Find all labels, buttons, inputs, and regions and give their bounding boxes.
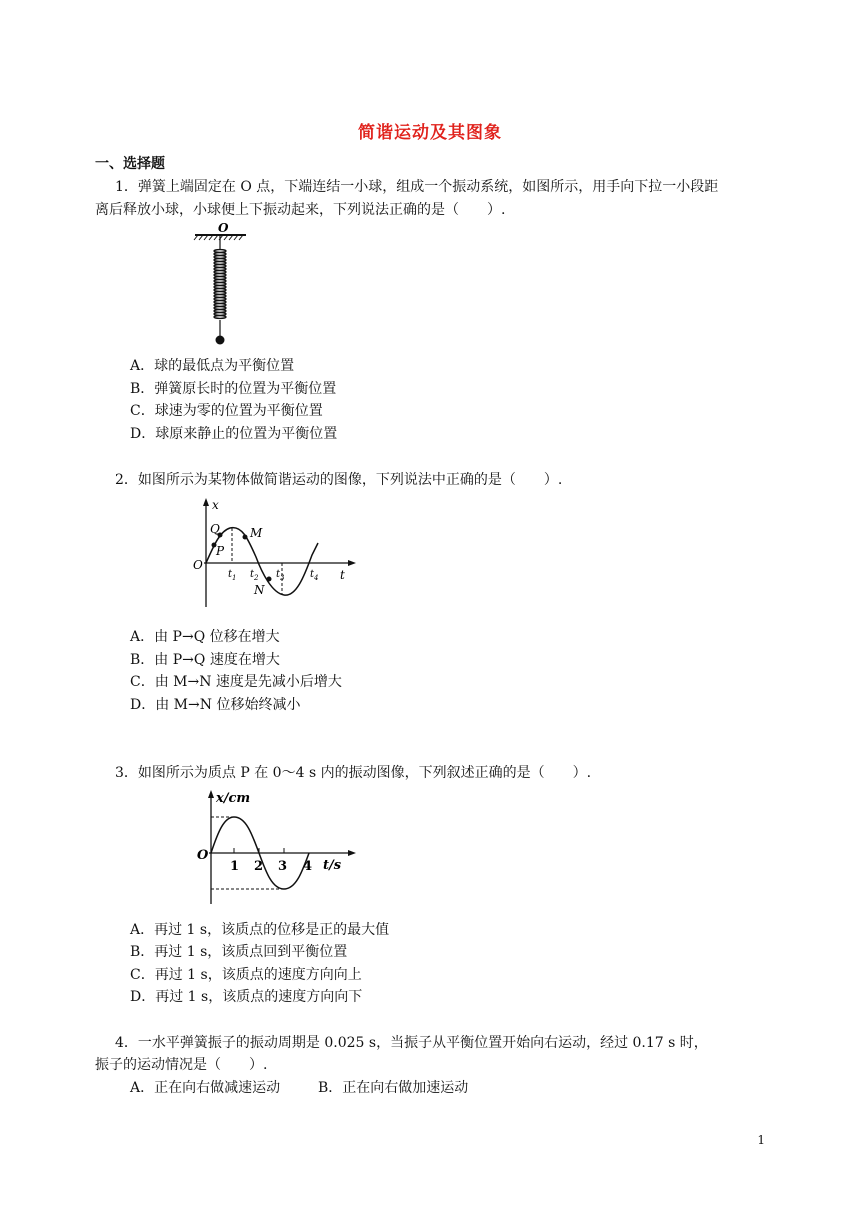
q2-point-Q: Q <box>210 522 220 536</box>
q2-option-b: B．由 P→Q 速度在增大 <box>130 652 280 668</box>
q2-tick-t3: t <box>276 569 281 580</box>
spring-coil <box>214 316 226 319</box>
q2-tick-t2: t <box>250 569 255 580</box>
q3-tick-3: 3 <box>278 859 288 874</box>
q2-point-M: M <box>250 526 263 540</box>
q1-spring-figure <box>190 220 260 348</box>
q3-option-b: B．再过 1 s，该质点回到平衡位置 <box>130 944 348 960</box>
q1-option-b: B．弹簧原长时的位置为平衡位置 <box>130 381 337 397</box>
q1-label-O: O <box>218 221 229 235</box>
q3-tick-2: 2 <box>254 859 264 874</box>
q2-point-N: N <box>254 583 265 597</box>
q2-tick-t4-sub: 4 <box>314 574 319 582</box>
q3-option-c: C．再过 1 s，该质点的速度方向向上 <box>130 967 362 983</box>
q3-option-a: A．再过 1 s，该质点的位移是正的最大值 <box>130 922 390 938</box>
q2-shm-graph <box>190 495 360 613</box>
svg-text:t2 <box>250 569 259 582</box>
q2-axis-x-label: x <box>212 498 219 512</box>
q2-option-a: A．由 P→Q 位移在增大 <box>130 629 280 645</box>
q2-option-c: C．由 M→N 速度是先减小后增大 <box>130 674 342 690</box>
q2-origin-label: O <box>193 558 203 572</box>
q3-x-axis-label: t/s <box>323 858 342 873</box>
page-number: 1 <box>757 1133 765 1147</box>
q2-tick-t1: t <box>228 569 233 580</box>
q3-stem: 3．如图所示为质点 P 在 0～4 s 内的振动图像，下列叙述正确的是（ ）. <box>115 765 592 781</box>
svg-text:t3 <box>276 569 285 582</box>
section-heading: 一、选择题 <box>95 156 165 172</box>
q1-option-c: C．球速为零的位置为平衡位置 <box>130 403 323 419</box>
q2-point-P: P <box>216 544 225 558</box>
q4-stem-line2: 振子的运动情况是（ ）. <box>95 1057 268 1073</box>
q2-tick-t3-sub: 3 <box>280 574 285 582</box>
q3-origin-label: O <box>197 848 209 863</box>
page-title: 简谐运动及其图象 <box>358 123 502 143</box>
q3-y-axis-label: x/cm <box>216 791 251 806</box>
q4-option-a: A．正在向右做减速运动 <box>130 1080 281 1096</box>
q3-vibration-graph <box>192 786 362 908</box>
q4-stem-line1: 4．一水平弹簧振子的振动周期是 0.025 s，当振子从平衡位置开始向右运动，经过 0.17 s 时， <box>115 1035 708 1051</box>
q2-tick-t1-sub: 1 <box>232 574 237 582</box>
svg-text:t1 <box>228 569 237 582</box>
q4-option-b: B．正在向右做加速运动 <box>318 1080 469 1096</box>
q3-tick-4: 4 <box>303 859 313 874</box>
q3-option-d: D．再过 1 s，该质点的速度方向向下 <box>130 989 363 1005</box>
q1-option-d: D．球原来静止的位置为平衡位置 <box>130 426 338 442</box>
q1-option-a: A．球的最低点为平衡位置 <box>130 358 295 374</box>
q3-tick-1: 1 <box>230 859 240 874</box>
q2-axis-t-label: t <box>340 568 345 582</box>
svg-text:t4 <box>310 569 319 582</box>
q2-tick-t2-sub: 2 <box>254 574 259 582</box>
q2-stem: 2．如图所示为某物体做简谐运动的图像，下列说法中正确的是（ ）. <box>115 472 563 488</box>
q2-option-d: D．由 M→N 位移始终减小 <box>130 697 301 713</box>
q1-stem-line2: 离后释放小球，小球便上下振动起来，下列说法正确的是（ ）. <box>95 202 506 218</box>
q2-tick-t4: t <box>310 569 315 580</box>
q1-stem-line1: 1．弹簧上端固定在 O 点，下端连结一小球，组成一个振动系统，如图所示，用手向下拉一小段距 <box>115 179 719 195</box>
